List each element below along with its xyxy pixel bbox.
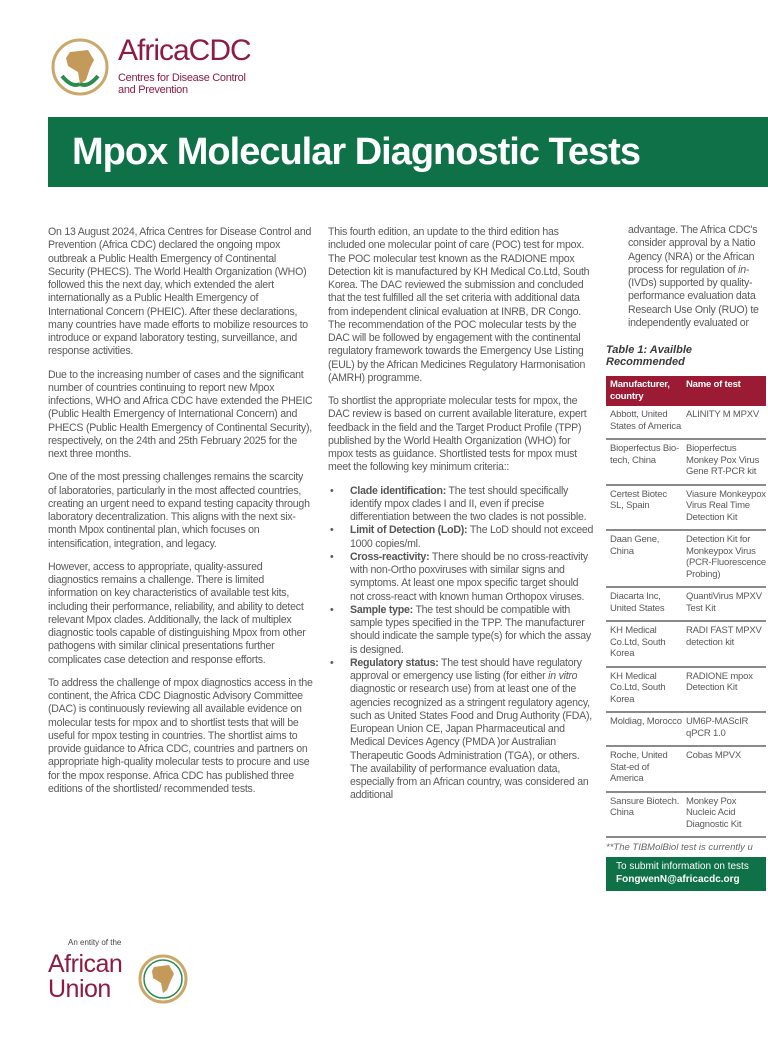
criteria-term: Limit of Detection (LoD): bbox=[350, 524, 468, 537]
cell-manufacturer: Bioperfectus Bio-tech, China bbox=[610, 443, 679, 466]
contact-box bbox=[606, 857, 766, 891]
criteria-italic: in vitro bbox=[548, 670, 578, 682]
table-row bbox=[606, 791, 766, 837]
criteria-text: The test should have regulatory approval or emergency use listing (for either bbox=[350, 656, 582, 682]
criteria-item bbox=[328, 485, 594, 525]
criteria-term: Regulatory status: bbox=[350, 656, 439, 669]
criteria-term: Clade identification: bbox=[350, 484, 446, 497]
criteria-text: There should be no cross-reactivity with non-Ortho poxviruses with similar signs and symptoms. At least one mpox specific target should not cross-react with known human Orthopox viruses. bbox=[350, 550, 588, 603]
criteria-item bbox=[328, 524, 594, 551]
paragraph: On 13 August 2024, Africa Centres for Disease Control and Prevention (Africa CDC) declared the ongoing mpox outbreak a Public Health Emergency of Continental Security (PHECS). The World Health Organization (WHO) followed this the next day, which extended the alert internationally as a Public Health Emergency of International Concern (PHEIC). After these declarations, many countries have made efforts to mobilize resources to introduce or expand laboratory testing, surveillance, and response activities. bbox=[48, 226, 312, 358]
table-row bbox=[606, 438, 766, 484]
cell-manufacturer: Abbott, United States of America bbox=[610, 409, 682, 432]
table-row bbox=[606, 484, 766, 530]
cell-test-name: QuantiVirus MPXV Test Kit bbox=[686, 591, 762, 614]
title-banner bbox=[48, 117, 768, 187]
table-body bbox=[606, 406, 766, 838]
entity-label: An entity of the bbox=[68, 938, 122, 947]
cell-test-name: Viasure Monkeypox Virus Real Time Detection Kit bbox=[686, 488, 766, 523]
paragraph: To address the challenge of mpox diagnostics access in the continent, the Africa CDC Diagnostic Advisory Committee (DAC) is continuously reviewing all available evidence on molecular tests for mpox and to shortlist tests that will be useful for mpox testing in countries. The shortlist aims to provide guidance to Africa CDC, countries and partners on appropriate high-quality molecular tests to procure and use for the mpox response. Africa CDC has published three editions of the shortlisted/ recommended tests. bbox=[48, 676, 313, 795]
paragraph: To shortlist the appropriate molecular tests for mpox, the DAC review is based on current available literature, expert feedback in the field and the Target Product Profile (TPP) published by the World Health Organization (WHO) for mpox tests as guidance. Shortlisted tests for mpox must meet the following key minimum criteria:: bbox=[328, 395, 587, 474]
cell-manufacturer: Certest Biotec SL, Spain bbox=[610, 488, 667, 511]
cell-test-name: ALINITY M MPXV bbox=[686, 409, 760, 420]
cell-manufacturer: Daan Gene, China bbox=[610, 534, 660, 557]
africa-cdc-logo bbox=[48, 36, 278, 100]
cell-manufacturer: Roche, United Stat-ed of America bbox=[610, 750, 668, 784]
africa-cdc-emblem-icon bbox=[48, 36, 112, 98]
column-1 bbox=[48, 226, 314, 806]
text-line: consider approval by a Natio bbox=[628, 237, 756, 250]
cell-manufacturer: Diacarta Inc, United States bbox=[610, 591, 665, 614]
paragraph: One of the most pressing challenges remains the scarcity of laboratories, particularly in the most affected countries, creating an urgent need to expand testing capacity through laboratory decentralization. This aligns with the next six-month Mpox continental plan, which focuses on intensification, integration, and legacy. bbox=[48, 471, 310, 550]
table-row bbox=[606, 620, 766, 666]
union-name bbox=[48, 952, 122, 1002]
page-title: Mpox Molecular Diagnostic Tests bbox=[72, 131, 640, 173]
table-bottom-rule bbox=[606, 836, 766, 838]
text-span: process for regulation of bbox=[628, 263, 739, 276]
table-caption: Table 1: Availble Recommended bbox=[606, 344, 692, 368]
union-line: African bbox=[48, 950, 123, 978]
text-line: independently evaluated or bbox=[628, 316, 749, 329]
text-line: Agency (NRA) or the African bbox=[628, 250, 755, 263]
subtitle-line: Centres for Disease Control bbox=[118, 72, 246, 84]
cell-test-name: RADI FAST MPXV detection kit bbox=[686, 625, 762, 648]
column-3 bbox=[606, 224, 766, 891]
table-footnote: **The TIBMolBiol test is currently u bbox=[606, 842, 753, 853]
cell-manufacturer: KH Medical Co.Ltd, South Korea bbox=[610, 670, 666, 705]
table-row bbox=[606, 745, 766, 791]
table-header bbox=[606, 376, 766, 406]
criteria-text: The test should be compatible with sample types specified in the TPP. The manufacturer should indicate the sample type(s) for which the assay is designed. bbox=[350, 603, 591, 656]
cell-test-name: Detection Kit for Monkeypox Virus (PCR-Fluorescence Probing) bbox=[686, 534, 767, 580]
african-union-logo bbox=[48, 938, 198, 1008]
text-line: (IVDs) supported by quality- bbox=[628, 277, 753, 289]
recommended-tests-table bbox=[606, 376, 766, 838]
contact-text: To submit information on tests bbox=[616, 861, 749, 872]
text-line: advantage. The Africa CDC's bbox=[628, 224, 758, 236]
criteria-item bbox=[328, 657, 594, 803]
header-test-name: Name of test bbox=[686, 379, 741, 390]
header-manufacturer: Manufacturer, country bbox=[610, 379, 670, 402]
african-union-emblem-icon bbox=[136, 952, 190, 1006]
subtitle-line: and Prevention bbox=[118, 84, 188, 96]
text-line: performance evaluation data bbox=[628, 290, 756, 303]
criteria-list bbox=[328, 485, 594, 803]
cell-test-name: RADIONE mpox Detection Kit bbox=[686, 670, 753, 693]
cell-test-name: UM6P-MAScIR qPCR 1.0 bbox=[686, 716, 749, 739]
cell-test-name: Monkey Pox Nucleic Acid Diagnostic Kit bbox=[686, 795, 742, 830]
cell-manufacturer: Sansure Biotech. China bbox=[610, 795, 680, 818]
brand-name: AfricaCDC bbox=[118, 34, 251, 67]
table-row bbox=[606, 711, 766, 745]
paragraph: This fourth edition, an update to the third edition has included one molecular point of care (POC) test for mpox. The POC molecular test known as the RADIONE mpox Detection kit is manufactured by KH Medical Co.Ltd, South Korea. The DAC reviewed the submission and concluded that the test fulfilled all the set criteria with additional data from independent clinical evaluation at INRB, DR Congo. The recommendation of the POC molecular tests by the DAC will be followed by engagement with the continental regulatory framework towards the Emergency Use Listing (EUL) by the African Medicines Regulatory Harmonisation (AMRH) programme. bbox=[328, 226, 590, 384]
paragraph: However, access to appropriate, quality-assured diagnostics remains a challenge. There is limited information on key characteristics of available test kits, including their performance, reliability, and ability to detect relevant Mpox clades. Additionally, the lack of multiplex diagnostic tools capable of distinguishing Mpox from other pathogens with similar clinical presentations further complicates case detection and response efforts. bbox=[48, 560, 306, 666]
table-row bbox=[606, 666, 766, 712]
criteria-text: The LoD should not exceed 1000 copies/ml. bbox=[350, 524, 594, 550]
cell-manufacturer: KH Medical Co.Ltd, South Korea bbox=[610, 625, 666, 659]
criteria-item bbox=[328, 604, 594, 657]
contact-email-link[interactable]: FongwenN@africacdc.org bbox=[616, 873, 740, 885]
criteria-item bbox=[328, 551, 594, 604]
criteria-term: Cross-reactivity: bbox=[350, 550, 430, 563]
criteria-term: Sample type: bbox=[350, 603, 413, 616]
criteria-text: The test should specifically identify mpox clades I and II, even if precise differentiation between the two clades is not possible. bbox=[350, 484, 587, 523]
column-3-text bbox=[606, 224, 766, 330]
union-line: Union bbox=[48, 975, 111, 1003]
brand-subtitle bbox=[118, 72, 246, 96]
table-row bbox=[606, 529, 766, 586]
table-row bbox=[606, 586, 766, 620]
text-italic: in- bbox=[738, 263, 750, 276]
paragraph: Due to the increasing number of cases and the significant number of countries continuing to report new Mpox infections, WHO and Africa CDC have extended the PHEIC (Public Health Emergency of International Concern) and PHECS (Public Health Emergency of Continental Security), respectively, on the 24th and 25th February 2025 for the next three months. bbox=[48, 368, 313, 460]
criteria-text: diagnostic or research use) from at least one of the agencies recognized as a stringent regulatory agency, such as United States Food and Drug Authority (FDA), European Union CE, Japan Pharmaceutical and Medical Devices Agency (PMDA )or Australian Therapeutic Goods Administration (TGA), or others. The availability of performance evaluation data, especially from an African country, was considered an additional bbox=[350, 683, 592, 802]
cell-manufacturer: Moldiag, Morocco bbox=[610, 716, 682, 727]
cell-test-name: Bioperfectus Monkey Pox Virus Gene RT-PCR kit bbox=[686, 443, 760, 477]
text-line: Research Use Only (RUO) te bbox=[628, 303, 759, 316]
cell-test-name: Cobas MPVX bbox=[686, 750, 742, 761]
table-row bbox=[606, 406, 766, 438]
column-2 bbox=[328, 226, 594, 803]
